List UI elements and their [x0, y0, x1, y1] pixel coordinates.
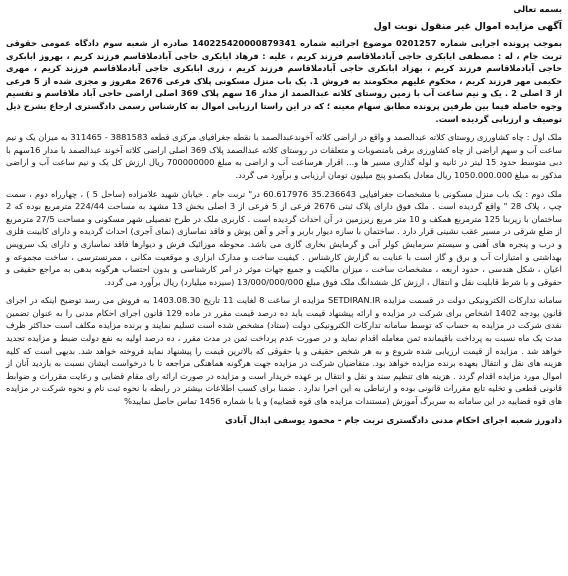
- notice-signature: دادورز شعبه اجرای احکام مدنی دادگستری تربت جام - محمود یوسفی ابدال آبادی: [224, 415, 562, 426]
- property-one-description: ملک اول : چاه کشاورزی روستای کلاته عبدالصمد و واقع در اراضی کلاته آخوندعبدالصمد با نقطه جغرافیای مرکزی قطعه 3881583 - 311465 به میزان یک و نیم ساعت آب و سهم اراضی از چاه کشاورزی برقی بامنصوبات و متعلقات در روستای کلاته عبدالصمد پلاک 369 اصلی اراضی کلاته آخوند عبدالصمد با مدار 16سهم با دبی متوسط حدود 15 لیتر در ثانیه و لوله گذاری مسیر ها و... اقرار هرساعت آب و اراضی به مبلغ 700000000 ریال ارزش کل یک و نیم ساعت آب و اراضی مذکور به مبلغ 1050.000.000 ریال معادل یکصدو پنج میلیون تومان ارزیابی و برآورد می گردد.: [6, 132, 563, 180]
- notice-title: آگهی مزایده اموال غیر منقول نوبت اول: [373, 21, 562, 32]
- notice-header: بسمه تعالی: [513, 5, 562, 15]
- property-two-description: ملک دوم : یک باب منزل مسکونی با مشخصات جغرافیایی 35.236643 60.617976 در" تربت جام . خیابان شهید علامزاده (ساحل 5 ) ، چهارراه دوم ، سمت چپ ، پلاک 28 " واقع گردیده است . ملک فوق دارای پلاک ثبتی 2676 فرعی از 5 فرعی از 3 اصلی بخش 13 مشهد به مساحت 224/44 مترمربع بوده که 2 ساختمان با زیربنا 125 مترمربع همکف و 10 متر مربع زیرزمین در آن احداث گردیده است . کاربری ملک در طرح تفصیلی شهر مسکونی و مساحت 27/5 مترمربع از ضلع شرقی در مسیر عقب نشینی قرار دارد . ساختمان با سازه دیوار باربر و آجر و آهن پوش و فاقد نماسازی (نمای آجری) احداث گردیده و دارای کابینت فلزی و درب و پنجره های آهنی و سیستم سرمایش کولر آبی و گرمایش بخاری گازی می باشد. محوطه موزائیک فرش و دیوارها فاقد نماسازی و دارای یک سرویس بهداشتی و امتیازات آب و برق و گاز است با عنایت به گزارش کارشناس . کیفیت ساخت و مدارک ابزاری و موقعیت مکانی ، ممرنسترسی ، ساخت مجموعه و اعیان ، شکل هندسی ، حدود اربعه ، مشخصات ساخت ، میزان مالکیت و جمیع جهات موثر در امر کارشناسی و بدون احتساب هرگونه بدهی به مراجع حقیقی و حقوقی و با شرط قابلیت نقل و انتقال ، ارزش کل ششدانگ ملک فوق مبلغ 13/000/000/000 (سیزده میلیارد) ریال برآورد می گردد.: [6, 188, 562, 287]
- notice-intro: بموجب پرونده اجرایی شماره 0201257 موضوع اجرائیه شماره 140225420000879341 صادره از شعبه سوم دادگاه عمومی حقوقی تربت جام ، له : مصطفی ابابکری حاجی آبادملاقاسم فرزند کریم ، علیه : فرهاد ابابکری حاجی آبادملاقاسم فرزند کریم ، بهروز ابابکری حاجی آبادملاقاسم فرزند کریم ، بهزاد ابابکری حاجی آبادملاقاسم فرزند کریم ، زری ابابکری حاجی آبادملاقاسم فرزند کریم ، مهری حکیمی مهر فرزند کریم ، محکوم علیهم محکومند به فروش 1. یک باب منزل مسکونی پلاک فرعی 2676 مفروز و مجزی شده از 5 فرعی از 3 اصلی 2 . یک و نیم ساعت آب با زمین روستای کلاته عبدالصمد از مدار 16 سهم پلاک 369 اصلی اراضی حاجی آباد ملاقاسم و تقسیم وجوه حاصله فیما بین طرفین پرونده مطابق سهام معینه ؛ که در این راستا ارزیابی اموال به کارشناس رسمی دادگستری ارجاع بشرح ذیل توصیف و ارزیابی گردیده است.: [6, 38, 563, 124]
- auction-conditions: سامانه تدارکات الکترونیکی دولت در قسمت مزایده SETDIRAN.IR مزایده از ساعت 8 لغایت 11 تاریخ 1403.08.30 به فروش می رسد توضیح اینکه در اجرای قانون بودجه 1402 اشخاص برای شرکت در مزایده و ارائه پیشنهاد قیمت باید ده درصد قیمت مقرر در ماده 129 قانون اجرای احکام مدنی را به عنوان تضمین نقدی شرکت در مزایده به حساب که توسط سامانه تدارکات الکترونیکی دولت (ستاد) مشخص شده است تسلیم نمایند و برنده مزایده مکلف است حداکثر ظرف مدت یک ماه نسبت به پرداخت باقیمانده ثمن معامله اقدام نماید و در صورت عدم پرداخت ثمن در مدت مقرر ، ده درصد اولیه به نفع دولت ضبط و مزایده تجدید خواهد شد . مزایده از قیمت ارزیابی شده شروع و به هر شخص حقیقی و یا حقوقی که بالاترین قیمت را پیشنهاد نماید فروخته خواهد شد. بدیهی است که کلیه هزینه های نقل و انتقال بعهده برنده مزایده خواهد بود. متقاضیان شرکت در مزایده جهت هرگونه هماهنگی مراجعه تا با درخواست ایشان نسبت به بازدید آنان از اموال مورد مزایده اقدام گردد . هزینه های تنظیم سند و نقل و انتقال بر عهده خریدار است و مزایده در صورت ارائه رای مقام قضایی و رعایت مقررات و ضوابط قانونی قطعی و تخلیه تابع مقررات قانونی بوده و ارتباطی به این اجرا ندارد . ضمنا برای کسب اطلاعات بیشتر در رابطه با نحوه ثبت نام و نحوه شرکت در مزایده های قوه قضاییه در این سامانه به سربرگ آموزش (مستندات مزایده های قوه قضاییه) و یا با شماره 1456 تماس حاصل نمایید%: [6, 295, 562, 407]
